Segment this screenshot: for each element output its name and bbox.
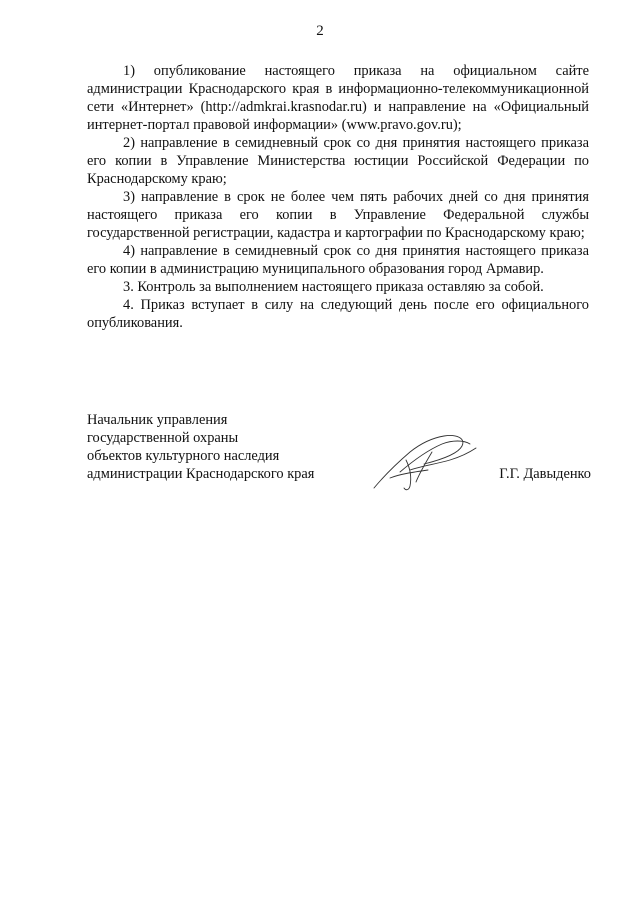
paragraph-control: 3. Контроль за выполнением настоящего приказа оставляю за собой.: [123, 279, 544, 295]
page-number: 2: [316, 23, 324, 39]
signatory-title: [87, 411, 347, 483]
signatory-title-line: государственной охраны: [87, 430, 239, 446]
paragraph-publication: 1) опубликование настоящего приказа на официальном сайте администрации Краснодарского края в информационно-телекоммуникационной сети «Интернет» (http://admkrai.krasnodar.ru) и направление на «Официальный интернет-портал правовой информации» (www.pravo.gov.ru);: [87, 63, 589, 133]
paragraph-effective-date: 4. Приказ вступает в силу на следующий день после его официального опубликования.: [87, 297, 589, 331]
paragraph-justice-ministry: 2) направление в семидневный срок со дня принятия настоящего приказа его копии в Управление Министерства юстиции Российской Федерации по Краснодарскому краю;: [87, 135, 589, 187]
handwritten-signature: [370, 430, 480, 492]
document-body: [87, 62, 589, 332]
signatory-title-line: администрации Краснодарского края: [87, 466, 315, 482]
paragraph-armavir-administration: 4) направление в семидневный срок со дня принятия настоящего приказа его копии в администрацию муниципального образования город Армавир.: [87, 243, 589, 277]
signatory-name: Г.Г. Давыденко: [499, 466, 591, 482]
signatory-title-line: Начальник управления: [87, 412, 228, 428]
paragraph-registration-service: 3) направление в срок не более чем пять рабочих дней со дня принятия настоящего приказа его копии в Управление Федеральной службы государственной регистрации, кадастра и картографии по Краснодарскому краю;: [87, 189, 589, 241]
signatory-title-line: объектов культурного наследия: [87, 448, 280, 464]
